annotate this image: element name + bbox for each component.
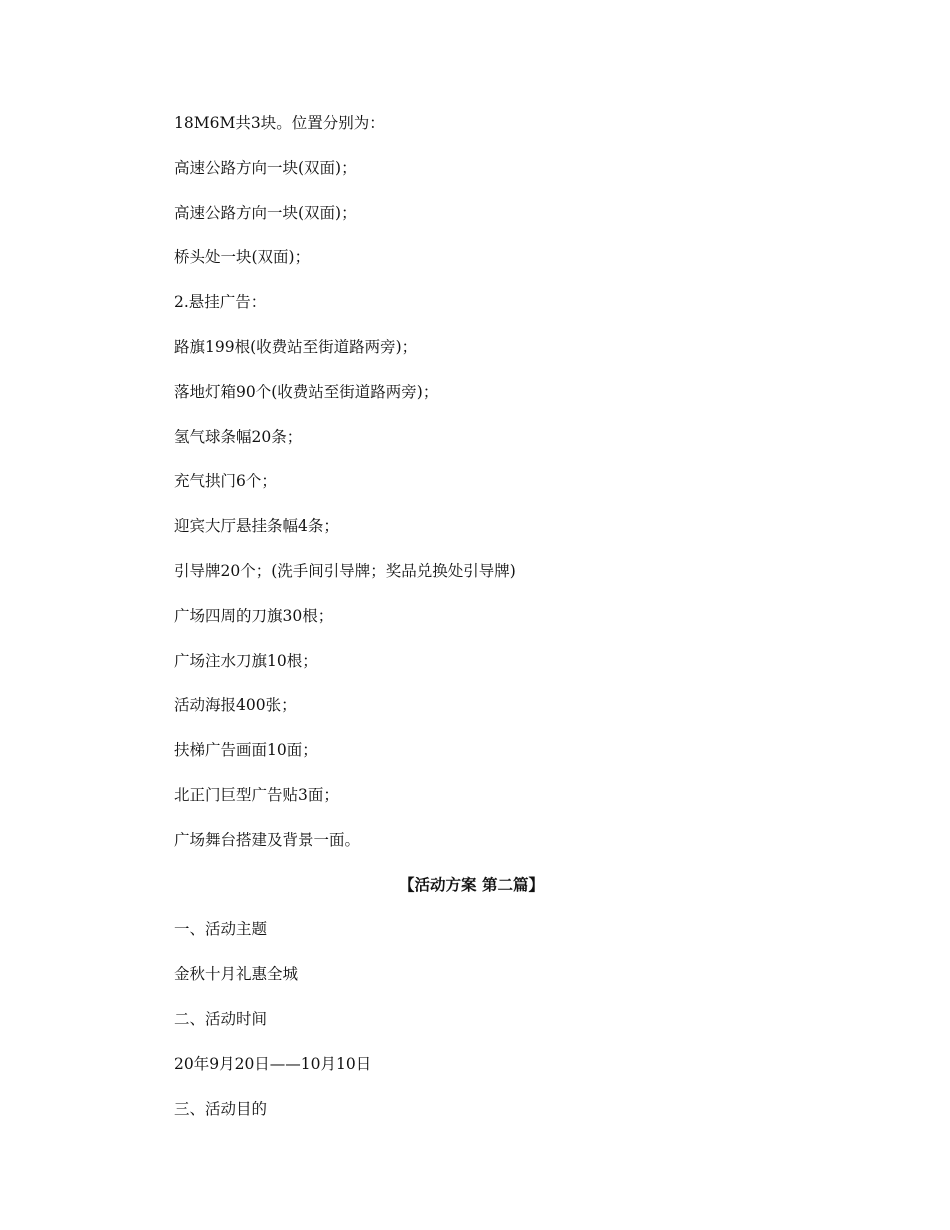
text-line: 迎宾大厅悬挂条幅4条； [174, 517, 339, 536]
section-title: 【活动方案 第二篇】 [399, 874, 544, 894]
text-line: 二、活动时间 [174, 1009, 268, 1028]
text-line: 落地灯箱90个(收费站至街道路两旁)； [174, 382, 439, 401]
text-line: 三、活动目的 [174, 1099, 268, 1118]
text-line: 扶梯广告画面10面； [174, 741, 318, 760]
text-line: 桥头处一块(双面)； [174, 248, 311, 267]
text-line: 引导牌20个；(洗手间引导牌；奖品兑换处引导牌) [174, 561, 516, 580]
document-body [174, 112, 774, 1142]
text-line: 高速公路方向一块(双面)； [174, 158, 357, 177]
text-line: 广场注水刀旗10根； [174, 651, 318, 670]
text-line: 充气拱门6个； [174, 472, 277, 491]
text-line: 金秋十月礼惠全城 [174, 965, 299, 984]
text-line: 北正门巨型广告贴3面； [174, 785, 339, 804]
text-line: 2.悬挂广告： [174, 293, 267, 312]
text-line: 广场舞台搭建及背景一面。 [174, 830, 361, 849]
text-line: 广场四周的刀旗30根； [174, 606, 334, 625]
text-line: 一、活动主题 [174, 920, 268, 939]
text-line: 20年9月20日——10月10日 [174, 1054, 372, 1073]
text-line: 18M6M共3块。位置分别为： [174, 114, 385, 132]
text-line: 氢气球条幅20条； [174, 427, 303, 446]
text-line: 高速公路方向一块(双面)； [174, 203, 357, 222]
text-line: 活动海报400张； [174, 696, 297, 715]
text-line: 路旗199根(收费站至街道路两旁)； [174, 337, 418, 356]
